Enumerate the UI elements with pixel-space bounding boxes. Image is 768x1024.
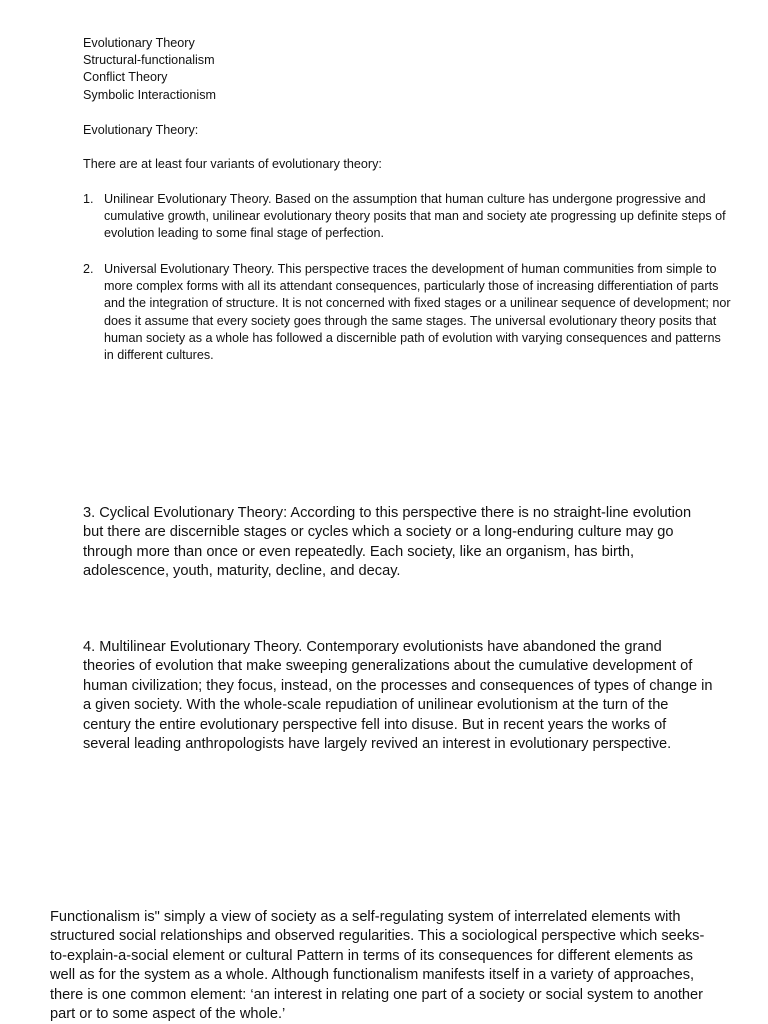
topic-evolutionary-theory: Evolutionary Theory bbox=[83, 36, 195, 50]
topic-conflict-theory: Conflict Theory bbox=[83, 70, 168, 85]
topic-structural-functionalism: Structural-functionalism bbox=[83, 53, 215, 68]
paragraph-cyclical: 3. Cyclical Evolutionary Theory: According to this perspective there is no straight-line evolution but there are discernible stages or cycles which a society or a long-enduring culture may go through more than once or even repeatedly. Each society, like an organism, has birth, adolescence, youth, maturity, decline, and decay. bbox=[83, 505, 692, 580]
paragraph-functionalism: Functionalism is" simply a view of society as a self-regulating system of interrelated elements with structured social relationships and observed regularities. This a sociological perspective which seeks-to-explain-a-social element or cultural Pattern in terms of its consequences for different elements as well as for the system as a whole. Although functionalism manifests itself in a variety of approaches, there is one common element: ‘an interest in relating one part of a society or social system to another part or to some aspect of the whole.’ bbox=[50, 909, 705, 1023]
list-text: Universal Evolutionary Theory. This perspective traces the development of human communities from simple to more complex forms with all its attendant consequences, particularly those of increasing differentiation of parts and the integration of structure. It is not concerned with fixed stages or a unilinear sequence of development; nor does it assume that every society goes through the same stages. The universal evolutionary theory posits that human society as a whole has followed a discernible path of evolution with varying consequences and patterns in different cultures. bbox=[104, 262, 731, 363]
topic-symbolic-interactionism: Symbolic Interactionism bbox=[83, 87, 216, 102]
section-heading: Evolutionary Theory: bbox=[83, 123, 199, 137]
list-text: Unilinear Evolutionary Theory. Based on the assumption that human culture has undergone progressive and cumulative growth, unilinear evolutionary theory posits that man and society ate progressing up definite steps of evolution leading to some final stage of perfection. bbox=[104, 192, 726, 241]
list-number: 1. bbox=[83, 192, 94, 206]
list-number: 2. bbox=[83, 262, 94, 276]
intro-paragraph: There are at least four variants of evolutionary theory: bbox=[83, 157, 382, 171]
topic-list bbox=[83, 35, 483, 104]
paragraph-multilinear: 4. Multilinear Evolutionary Theory. Contemporary evolutionists have abandoned the grand theories of evolution that make sweeping generalizations about the cumulative development of human civilization; they focus, instead, on the processes and consequences of types of change in a given society. With the whole-scale repudiation of unilinear evolutionism at the turn of the century the entire evolutionary perspective fell into disuse. But in recent years the works of several leading anthropologists have largely revived an interest in evolutionary perspective. bbox=[83, 639, 713, 753]
